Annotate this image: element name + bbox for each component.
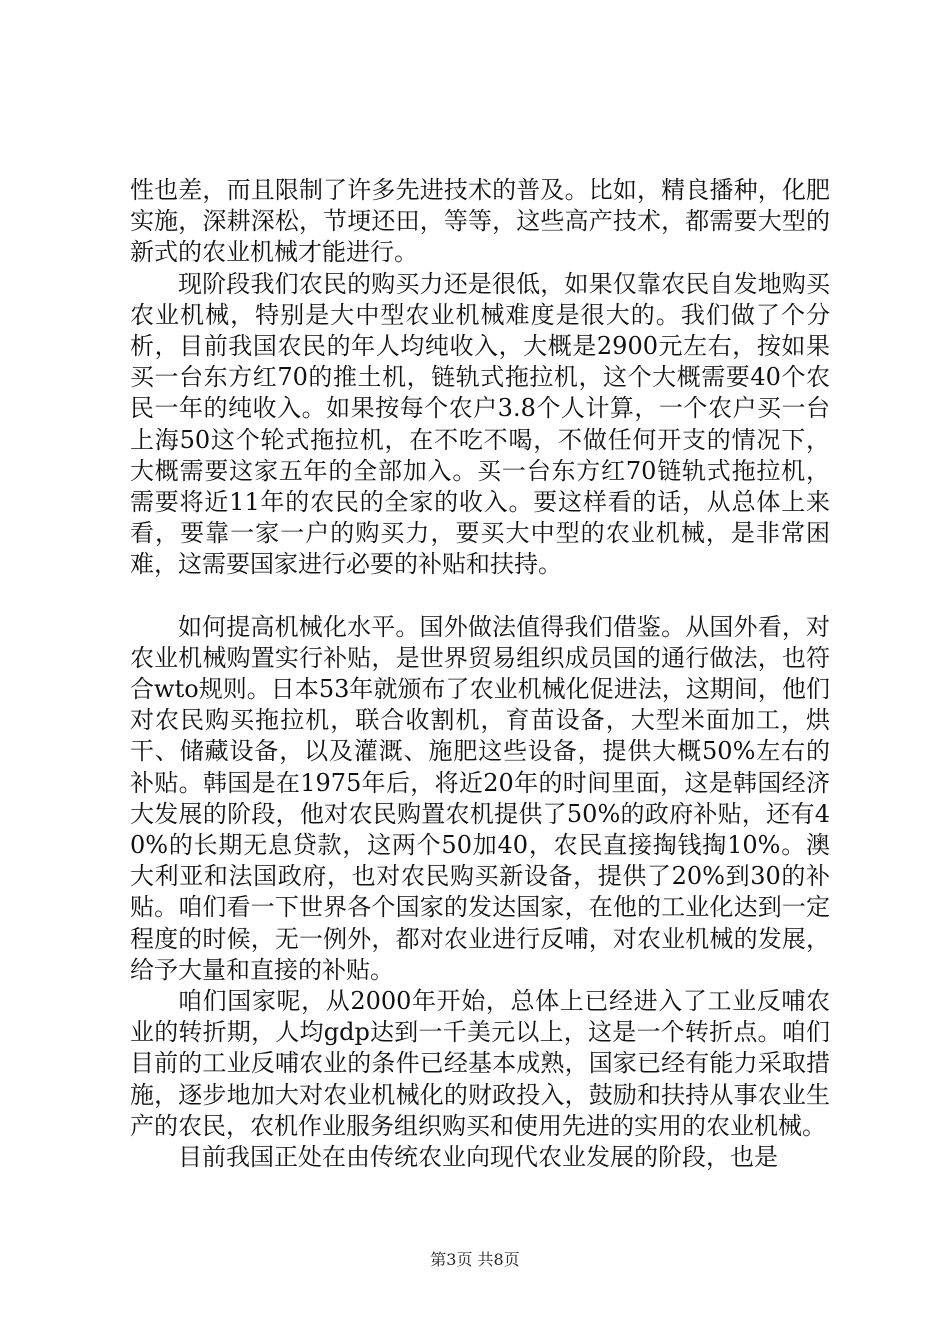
page-number-footer: 第3页 共8页 [430,1250,520,1269]
paragraph-foreign-practice: 如何提高机械化水平。国外做法值得我们借鉴。从国外看，对农业机械购置实行补贴，是世界贸易组织成员国的通行做法，也符合wto规则。日本53年就颁布了农业机械化促进法，这期间，他们对农民购买拖拉机，联合收割机，育苗设备，大型米面加工，烘干、储藏设备，以及灌溉、施肥这些设备，提供大概50%左右的补贴。韩国是在1975年后，将近20年的时间里面，这是韩国经济大发展的阶段，他对农民购置农机提供了50%的政府补贴，还有40%的长期无息贷款，这两个50加40，农民直接掏钱掏10%。澳大利亚和法国政府，也对农民购买新设备，提供了20%到30的补贴。咱们看一下世界各个国家的发达国家，在他的工业化达到一定程度的时候，无一例外，都对农业进行反哺，对农业机械的发展，给予大量和直接的补贴。 [130,612,830,984]
paragraph-purchasing-power: 现阶段我们农民的购买力还是很低，如果仅靠农民自发地购买农业机械，特别是大中型农业机械难度是很大的。我们做了个分析，目前我国农民的年人均纯收入，大概是2900元左右，按如果买一台东方红70的推土机，链轨式拖拉机，这个大概需要40个农民一年的纯收入。如果按每个农户3.8个人计算，一个农户买一台上海50这个轮式拖拉机，在不吃不喝，不做任何开支的情况下，大概需要这家五年的全部加入。买一台东方红70链轨式拖拉机，需要将近11年的农民的全家的收入。要这样看的话，从总体上来看，要靠一家一户的购买力，要买大中型的农业机械，是非常困难，这需要国家进行必要的补贴和扶持。 [130,269,830,579]
paragraph-china-turning-point: 咱们国家呢，从2000年开始，总体上已经进入了工业反哺农业的转折期，人均gdp达到一千美元以上，这是一个转折点。咱们目前的工业反哺农业的条件已经基本成熟，国家已经有能力采取措施，逐步地加大对农业机械化的财政投入，鼓励和扶持从事农业生产的农民，农机作业服务组织购买和使用先进的实用的农业机械。 [130,987,830,1140]
paragraph-continued: 性也差，而且限制了许多先进技术的普及。比如，精良播种，化肥实施，深耕深松，节埂还田，等等，这些高产技术，都需要大型的新式的农业机械才能进行。 [130,176,830,267]
paragraph-current-stage: 目前我国正处在由传统农业向现代农业发展的阶段，也是 [178,1143,778,1172]
document-body [130,175,830,1173]
